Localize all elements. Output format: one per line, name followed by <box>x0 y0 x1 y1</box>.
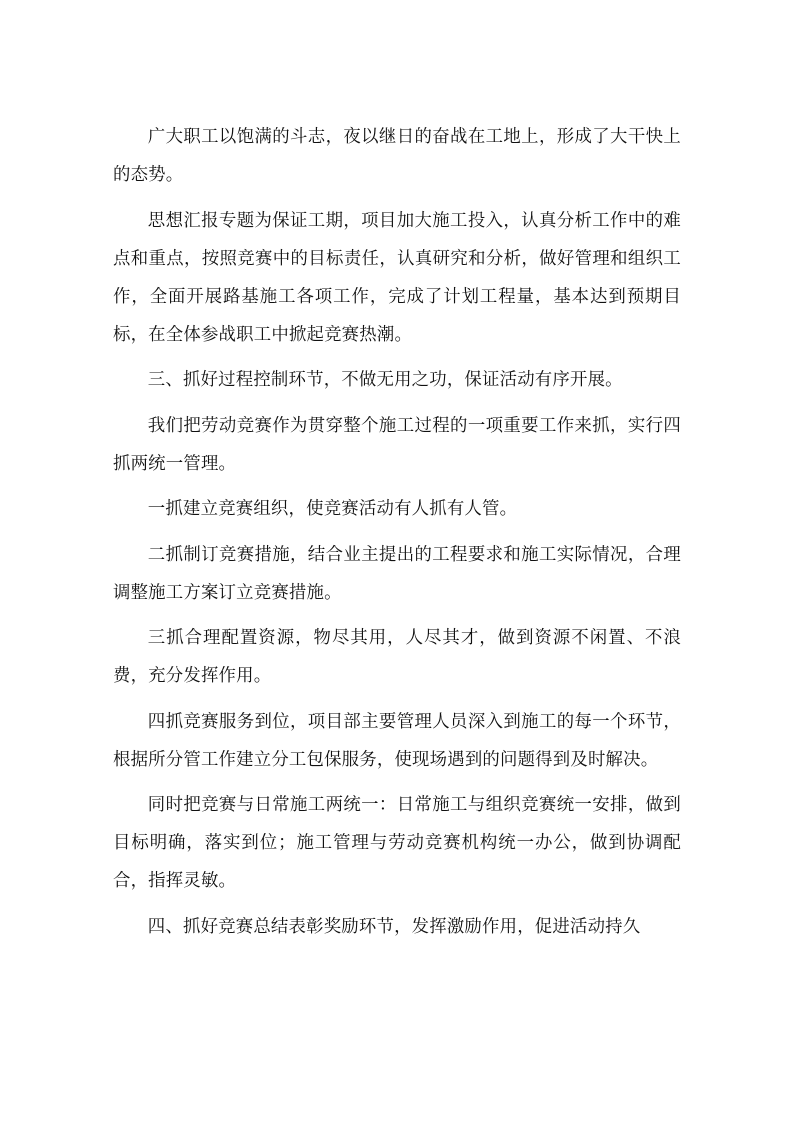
paragraph-9: 同时把竞赛与日常施工两统一：日常施工与组织竞赛统一安排，做到目标明确，落实到位；施工管理与劳动竞赛机构统一办公，做到协调配合，指挥灵敏。 <box>113 795 681 891</box>
paragraph-2: 思想汇报专题为保证工期，项目加大施工投入，认真分析工作中的难点和重点，按照竞赛中的目标责任，认真研究和分析，做好管理和组织工作，全面开展路基施工各项工作，完成了计划工程量，基本达到预期目标，在全体参战职工中掀起竞赛热潮。 <box>113 210 681 345</box>
paragraph-6: 二抓制订竞赛措施，结合业主提出的工程要求和施工实际情况，合理调整施工方案订立竞赛措施。 <box>113 544 681 603</box>
paragraph-5: 一抓建立竞赛组织，使竞赛活动有人抓有人管。 <box>147 499 518 519</box>
paragraph-10: 四、抓好竞赛总结表彰奖励环节，发挥激励作用，促进活动持久 <box>147 916 641 937</box>
paragraph-7: 三抓合理配置资源，物尽其用，人尽其才，做到资源不闲置、不浪费，充分发挥作用。 <box>113 628 681 686</box>
paragraph-8: 四抓竞赛服务到位，项目部主要管理人员深入到施工的每一个环节，根据所分管工作建立分工包保服务，使现场遇到的问题得到及时解决。 <box>113 711 681 770</box>
document-body <box>113 118 681 953</box>
paragraph-3: 三、抓好过程控制环节，不做无用之功，保证活动有序开展。 <box>147 370 623 390</box>
paragraph-1: 广大职工以饱满的斗志，夜以继日的奋战在工地上，形成了大干快上的态势。 <box>113 127 681 185</box>
paragraph-4: 我们把劳动竞赛作为贯穿整个施工过程的一项重要工作来抓，实行四抓两统一管理。 <box>113 415 681 474</box>
